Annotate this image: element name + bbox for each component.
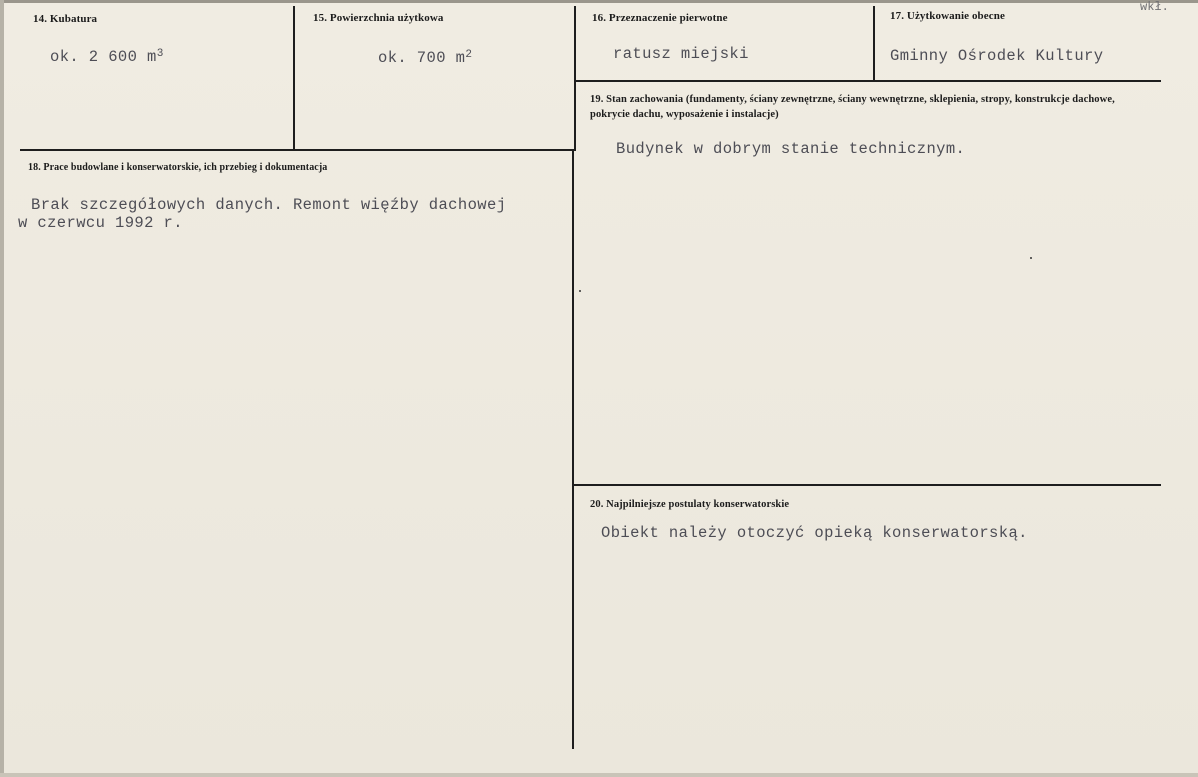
card-bottom-edge: [0, 773, 1198, 777]
divider-14-15: [293, 6, 295, 151]
field-20-label: 20. Najpilniejsze postulaty konserwatorskie: [590, 499, 790, 510]
field-19-label: 19. Stan zachowania (fundamenty, ściany zewnętrzne, ściany wewnętrzne, sklepienia, stropy, konstrukcje dachowe, pokrycie dachu, wyposażenie i instalacje): [590, 94, 1115, 120]
field-15-label: 15. Powierzchnia użytkowa: [313, 12, 444, 24]
field-18-label: 18. Prace budowlane i konserwatorskie, ich przebieg i dokumentacja: [28, 162, 328, 173]
field-15-value-text: ok. 700 m: [378, 49, 466, 67]
field-19-value: Budynek w dobrym stanie technicznym.: [616, 140, 966, 158]
field-14-value-text: ok. 2 600 m: [50, 48, 157, 66]
field-16-value: ratusz miejski: [613, 45, 749, 63]
field-17-value: Gminny Ośrodek Kultury: [890, 47, 1104, 65]
divider-19-20: [574, 484, 1161, 486]
paper-speck: [1030, 257, 1032, 259]
field-14-unit-superscript: 3: [156, 48, 164, 60]
field-14-value: [50, 48, 164, 67]
divider-top-row-bottom-left: [20, 149, 574, 151]
field-14-label: 14. Kubatura: [33, 13, 98, 25]
field-16-label: 16. Przeznaczenie pierwotne: [592, 12, 728, 24]
field-20-value: Obiekt należy otoczyć opieką konserwatorską.: [601, 524, 1028, 542]
field-17-label: 17. Użytkowanie obecne: [890, 10, 1005, 22]
divider-main-vertical: [572, 149, 574, 749]
card-left-edge: [0, 0, 4, 777]
paper-speck: [579, 290, 581, 292]
field-15-value: [378, 49, 472, 68]
field-18-line-1: Brak szczegółowych danych. Remont więźby dachowej: [31, 196, 507, 214]
field-18-line-2: w czerwcu 1992 r.: [18, 214, 183, 232]
divider-16-17: [873, 6, 875, 82]
field-15-unit-superscript: 2: [465, 49, 473, 61]
divider-15-16: [574, 6, 576, 151]
margin-note: wkł.: [1140, 0, 1169, 14]
card-top-edge: [0, 0, 1198, 3]
divider-top-row-bottom-right: [576, 80, 1161, 82]
